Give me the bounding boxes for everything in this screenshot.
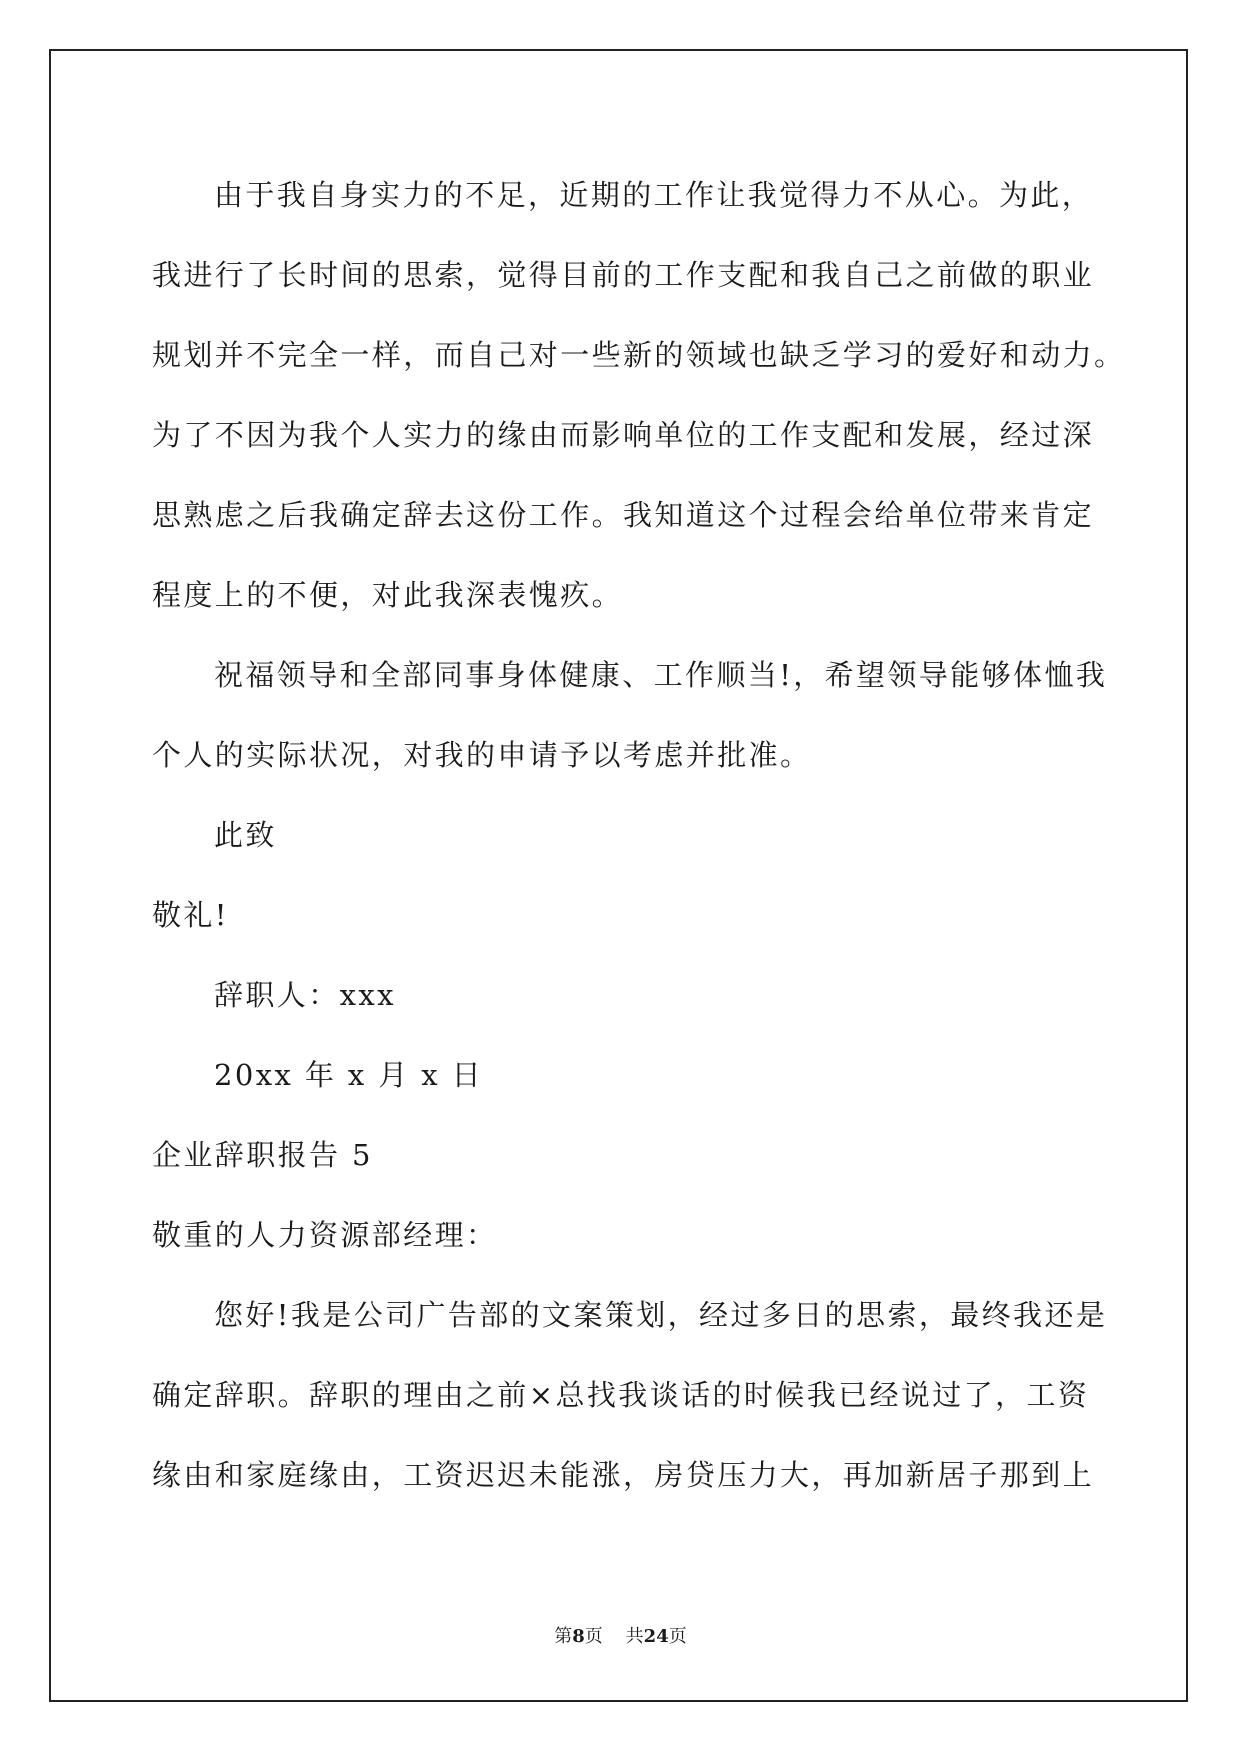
total-prefix: 共 bbox=[625, 1626, 644, 1647]
paragraph-line: 思熟虑之后我确定辞去这份工作。我知道这个过程会给单位带来肯定 bbox=[152, 498, 1095, 532]
paragraph-line: 程度上的不便，对此我深表愧疚。 bbox=[152, 578, 624, 612]
page-suffix: 页 bbox=[584, 1626, 603, 1647]
closing-salutation: 此致 bbox=[214, 818, 277, 852]
date-line: 20xx 年 x 月 x 日 bbox=[214, 1058, 484, 1092]
paragraph-line: 您好!我是公司广告部的文案策划，经过多日的思索，最终我还是 bbox=[214, 1298, 1108, 1332]
total-suffix: 页 bbox=[668, 1626, 687, 1647]
closing-regards: 敬礼! bbox=[152, 898, 229, 932]
page-prefix: 第 bbox=[554, 1626, 573, 1647]
signatory-line: 辞职人：xxx bbox=[214, 978, 396, 1012]
paragraph-line: 我进行了长时间的思索，觉得目前的工作支配和我自己之前做的职业 bbox=[152, 258, 1095, 292]
paragraph-line: 缘由和家庭缘由，工资迟迟未能涨，房贷压力大，再加新居子那到上 bbox=[152, 1458, 1095, 1492]
paragraph-line: 规划并不完全一样，而自己对一些新的领域也缺乏学习的爱好和动力。 bbox=[152, 338, 1126, 372]
paragraph-line: 由于我自身实力的不足，近期的工作让我觉得力不从心。为此， bbox=[214, 178, 1094, 212]
total-page-count: 24 bbox=[643, 1626, 669, 1647]
paragraph-line: 个人的实际状况，对我的申请予以考虑并批准。 bbox=[152, 738, 812, 772]
section-heading: 企业辞职报告 5 bbox=[152, 1138, 373, 1172]
page-number-footer bbox=[0, 1626, 1241, 1648]
greeting-line: 敬重的人力资源部经理： bbox=[152, 1218, 498, 1252]
paragraph-line: 祝福领导和全部同事身体健康、工作顺当!，希望领导能够体恤我 bbox=[214, 658, 1108, 692]
page-border bbox=[49, 49, 1188, 1702]
paragraph-line: 为了不因为我个人实力的缘由而影响单位的工作支配和发展，经过深 bbox=[152, 418, 1095, 452]
paragraph-line: 确定辞职。辞职的理由之前×总找我谈话的时候我已经说过了，工资 bbox=[152, 1378, 1090, 1412]
current-page-number: 8 bbox=[572, 1626, 585, 1647]
